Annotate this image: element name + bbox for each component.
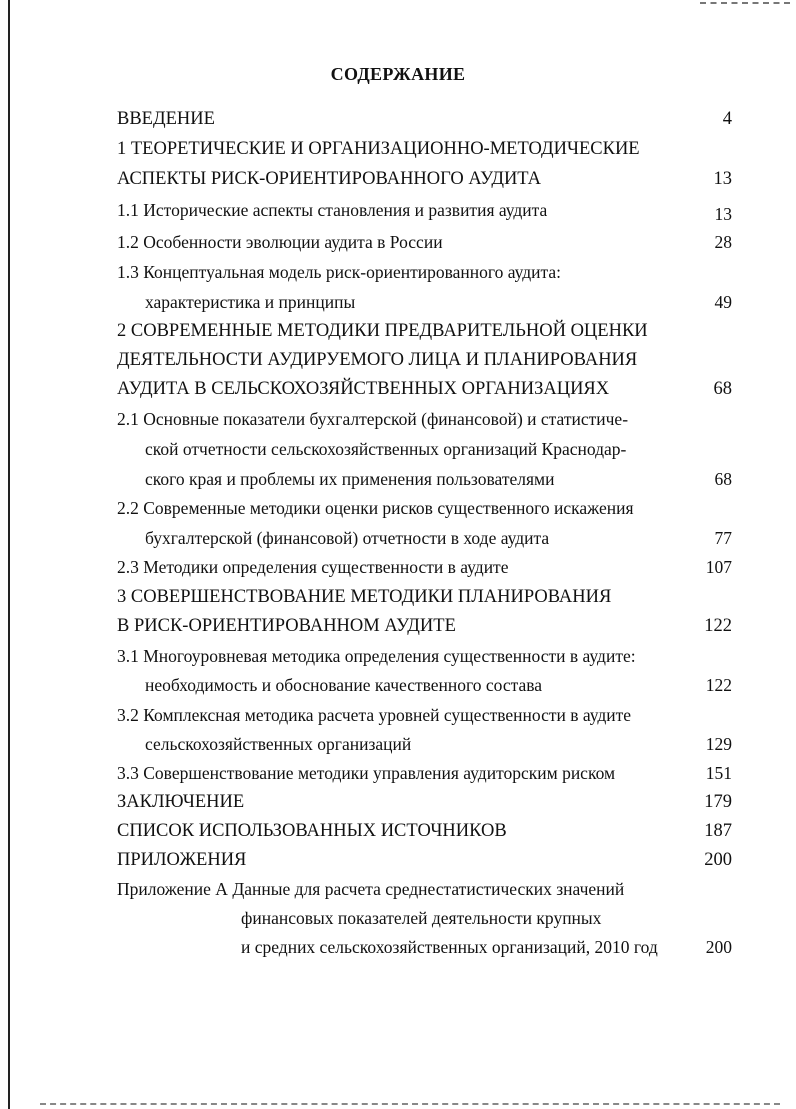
toc-entry-title: ПРИЛОЖЕНИЯ bbox=[117, 850, 247, 870]
toc-entry bbox=[0, 584, 796, 610]
toc-entry-page: 13 bbox=[713, 169, 732, 189]
scan-edge-bottom bbox=[40, 1103, 780, 1106]
toc-entry-page: 4 bbox=[722, 109, 732, 129]
toc-entry-title: 2.2 Современные методики оценки рисков существенного искажения bbox=[117, 498, 634, 518]
toc-entry bbox=[0, 406, 796, 432]
toc-entry bbox=[0, 166, 796, 192]
toc-entry bbox=[0, 672, 796, 698]
toc-entry bbox=[0, 376, 796, 402]
toc-entry bbox=[0, 554, 796, 580]
toc-entry-title: 1.2 Особенности эволюции аудита в России bbox=[117, 232, 443, 252]
toc-entry bbox=[0, 347, 796, 373]
toc-entry bbox=[0, 229, 796, 255]
toc-entry-title: ской отчетности сельскохозяйственных организаций Краснодар- bbox=[145, 439, 627, 459]
toc-entry bbox=[0, 876, 796, 902]
toc-entry-title: бухгалтерской (финансовой) отчетности в ходе аудита bbox=[145, 528, 550, 548]
toc-entry bbox=[0, 525, 796, 551]
toc-entry-page: 200 bbox=[705, 937, 732, 957]
toc-entry-title: 3.3 Совершенствование методики управления аудиторским риском bbox=[117, 763, 616, 783]
toc-entry-page: 28 bbox=[714, 232, 732, 252]
toc-entry-title: СПИСОК ИСПОЛЬЗОВАННЫХ ИСТОЧНИКОВ bbox=[117, 821, 507, 841]
toc-entry-page: 68 bbox=[713, 379, 732, 399]
toc-entry-title: 3 СОВЕРШЕНСТВОВАНИЕ МЕТОДИКИ ПЛАНИРОВАНИЯ bbox=[117, 587, 612, 607]
toc-entry bbox=[0, 905, 796, 931]
toc-entry-title: Приложение А Данные для расчета среднестатистических значений bbox=[117, 879, 625, 899]
toc-entry bbox=[0, 495, 796, 521]
toc-entry bbox=[0, 818, 796, 844]
toc-entry-title: 3.1 Многоуровневая методика определения существенности в аудите: bbox=[117, 646, 636, 666]
toc-entry bbox=[0, 760, 796, 786]
scan-edge-top bbox=[700, 2, 790, 5]
toc-entry-page: 68 bbox=[714, 469, 732, 489]
toc-entry-title: АСПЕКТЫ РИСК-ОРИЕНТИРОВАННОГО АУДИТА bbox=[117, 169, 542, 189]
toc-entry bbox=[0, 318, 796, 344]
toc-entry-title: характеристика и принципы bbox=[145, 292, 356, 312]
toc-entry-page: 122 bbox=[705, 675, 732, 695]
toc-entry-title: 2.1 Основные показатели бухгалтерской (финансовой) и статистиче- bbox=[117, 409, 629, 429]
toc-entry-page: 122 bbox=[704, 616, 732, 636]
toc-entry bbox=[0, 259, 796, 285]
toc-entry bbox=[0, 702, 796, 728]
toc-entry-title: 2 СОВРЕМЕННЫЕ МЕТОДИКИ ПРЕДВАРИТЕЛЬНОЙ ОЦЕНКИ bbox=[117, 321, 648, 341]
toc-entry bbox=[0, 197, 796, 223]
toc-entry-page: 77 bbox=[714, 528, 732, 548]
toc-entry-page: 179 bbox=[704, 792, 732, 812]
toc-entry bbox=[0, 643, 796, 669]
toc-entry-title: 3.2 Комплексная методика расчета уровней существенности в аудите bbox=[117, 705, 632, 725]
toc-entry-page: 49 bbox=[714, 292, 732, 312]
toc-entry bbox=[0, 436, 796, 462]
toc-entry-title: 2.3 Методики определения существенности в аудите bbox=[117, 557, 509, 577]
toc-entry-title: 1.1 Исторические аспекты становления и развития аудита bbox=[117, 200, 548, 220]
toc-entry bbox=[0, 106, 796, 132]
toc-entry-title: ВВЕДЕНИЕ bbox=[117, 109, 215, 129]
toc-entry-page: 187 bbox=[704, 821, 732, 841]
toc-entry-title: ского края и проблемы их применения пользователями bbox=[145, 469, 555, 489]
toc-entry bbox=[0, 289, 796, 315]
toc-entry-page: 200 bbox=[704, 850, 732, 870]
toc-entry bbox=[0, 731, 796, 757]
toc-entry bbox=[0, 789, 796, 815]
toc-entry-page: 129 bbox=[705, 734, 732, 754]
toc-entry-title: финансовых показателей деятельности крупных bbox=[241, 908, 602, 928]
toc-entry-title: ЗАКЛЮЧЕНИЕ bbox=[117, 792, 245, 812]
toc-entry bbox=[0, 466, 796, 492]
toc-entry-title: и средних сельскохозяйственных организаций, 2010 год bbox=[241, 937, 658, 957]
toc-entry-page: 151 bbox=[705, 763, 732, 783]
toc-entry-page: 13 bbox=[714, 204, 732, 224]
toc-entry bbox=[0, 847, 796, 873]
toc-entry-page: 107 bbox=[705, 557, 732, 577]
toc-entry-title: необходимость и обоснование качественного состава bbox=[145, 675, 543, 695]
toc-entry bbox=[0, 613, 796, 639]
toc-entry-title: В РИСК-ОРИЕНТИРОВАННОМ АУДИТЕ bbox=[117, 616, 456, 636]
toc-entry-title: ДЕЯТЕЛЬНОСТИ АУДИРУЕМОГО ЛИЦА И ПЛАНИРОВАНИЯ bbox=[117, 350, 638, 370]
page-title: СОДЕРЖАНИЕ bbox=[330, 64, 466, 84]
toc-entry-title: 1 ТЕОРЕТИЧЕСКИЕ И ОРГАНИЗАЦИОННО-МЕТОДИЧЕСКИЕ bbox=[117, 139, 640, 159]
toc-entry-title: 1.3 Концептуальная модель риск-ориентированного аудита: bbox=[117, 262, 562, 282]
toc-entry bbox=[0, 136, 796, 162]
toc-entry-title: АУДИТА В СЕЛЬСКОХОЗЯЙСТВЕННЫХ ОРГАНИЗАЦИЯХ bbox=[117, 379, 610, 399]
toc-entry bbox=[0, 934, 796, 960]
toc-entry-title: сельскохозяйственных организаций bbox=[145, 734, 412, 754]
